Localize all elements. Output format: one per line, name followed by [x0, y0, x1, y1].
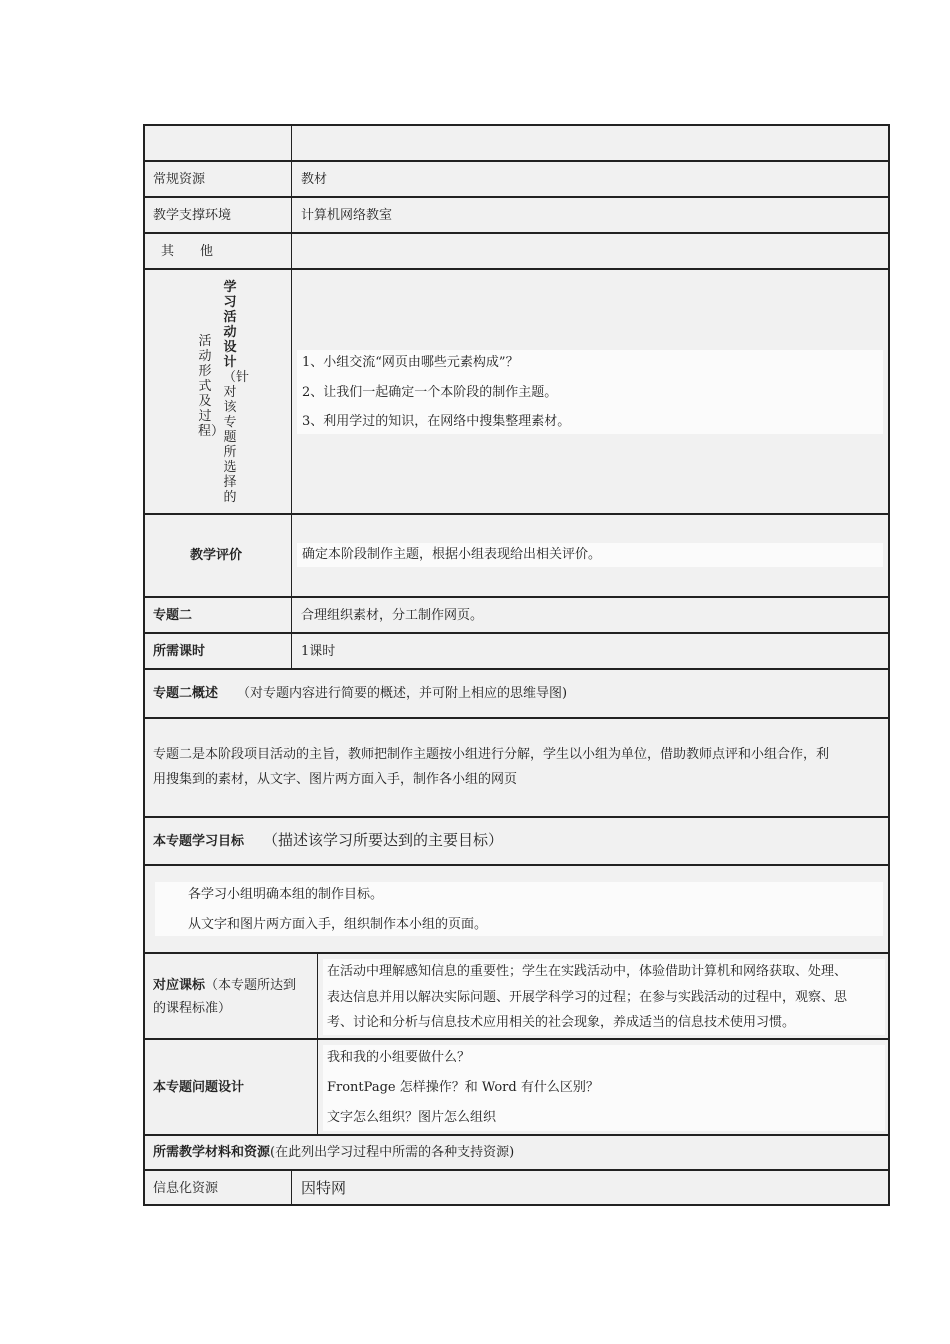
- goal-item-2: 从文字和图片两方面入手，组织制作本小组的页面。: [188, 917, 488, 932]
- standards-label-rest: （本专题所达到: [205, 978, 297, 993]
- required-hours-label: 所需课时: [153, 644, 206, 659]
- materials-note: (在此列出学习过程中所需的各种支持资源): [270, 1145, 515, 1160]
- activity-items-box: [297, 350, 883, 434]
- standards-label-bold: 对应课标: [153, 978, 206, 993]
- standards-line-1: 在活动中理解感知信息的重要性；学生在实践活动中，体验借助计算机和网络获取、处理、: [327, 964, 848, 979]
- question-item-3: 文字怎么组织？图片怎么组织: [327, 1110, 497, 1125]
- regular-resources-label: 常规资源: [153, 172, 206, 187]
- activity-item-3: 3、利用学过的知识，在网络中搜集整理素材。: [302, 414, 571, 429]
- activity-label-rest: （针对该专题所选择的: [223, 370, 250, 505]
- goals-note: （描述该学习所要达到的主要目标）: [263, 831, 504, 849]
- teaching-environment-label: 教学支撑环境: [153, 208, 232, 223]
- row-regular-resources: [143, 160, 890, 196]
- materials-label: 所需教学材料和资源: [153, 1145, 271, 1160]
- standards-text-box: [323, 959, 885, 1035]
- row-empty: [143, 124, 890, 160]
- row-goals-header: [143, 816, 890, 864]
- standards-label-line-1: [153, 978, 296, 994]
- row-standards: [143, 952, 890, 1038]
- goal-item-1: 各学习小组明确本组的制作目标。: [188, 887, 384, 902]
- overview-text-line-2: 用搜集到的素材，从文字、图片两方面入手，制作各小组的网页: [153, 772, 518, 787]
- info-resources-label: 信息化资源: [153, 1181, 219, 1196]
- row-activity-design: [143, 268, 890, 513]
- overview-text-line-1: 专题二是本阶段项目活动的主旨，教师把制作主题按小组进行分解，学生以小组为单位，借助教师点评和小组合作，利: [153, 747, 830, 762]
- topic-two-label: 专题二: [153, 608, 193, 623]
- other-label: 其 他: [161, 244, 214, 259]
- goals-label: 本专题学习目标: [153, 834, 245, 849]
- regular-resources-value: 教材: [301, 172, 328, 187]
- overview-label: 专题二概述: [153, 686, 219, 701]
- activity-label-bold: 学习活动设计: [223, 280, 237, 370]
- goals-items-box: [155, 882, 883, 936]
- info-resources-value: 因特网: [301, 1179, 347, 1197]
- evaluation-label: 教学评价: [190, 548, 243, 563]
- row-overview-header: [143, 668, 890, 717]
- standards-label-line-2: 的课程标准）: [153, 1001, 232, 1016]
- row-evaluation: [143, 513, 890, 596]
- row-overview-text: [143, 717, 890, 816]
- standards-line-3: 考、讨论和分析与信息技术应用相关的社会现象，养成适当的信息技术使用习惯。: [327, 1015, 796, 1030]
- row-required-hours: [143, 632, 890, 668]
- evaluation-value-box: [297, 543, 883, 567]
- row-info-resources: [143, 1169, 890, 1205]
- questions-box: [323, 1045, 885, 1131]
- activity-label-column-second: 活动形式及过程）: [198, 334, 225, 439]
- required-hours-value: 1课时: [301, 644, 336, 659]
- table-bottom-border: [143, 1204, 890, 1206]
- row-other: [143, 232, 890, 268]
- materials-header: [153, 1145, 514, 1161]
- teaching-environment-value: 计算机网络教室: [301, 208, 393, 223]
- topic-two-value: 合理组织素材，分工制作网页。: [301, 608, 484, 623]
- question-item-1: 我和我的小组要做什么？: [327, 1050, 471, 1065]
- row-topic-two: [143, 596, 890, 632]
- standards-line-2: 表达信息并用以解决实际问题、开展学科学习的过程；在参与实践活动的过程中，观察、思: [327, 990, 848, 1005]
- row-goals-items: [143, 864, 890, 952]
- row-teaching-environment: [143, 196, 890, 232]
- overview-note: （对专题内容进行简要的概述，并可附上相应的思维导图): [237, 686, 568, 701]
- evaluation-value: 确定本阶段制作主题，根据小组表现给出相关评价。: [302, 547, 602, 562]
- question-design-label: 本专题问题设计: [153, 1080, 245, 1095]
- activity-label-column-main: [223, 280, 250, 505]
- question-item-2: FrontPage 怎样操作？和 Word 有什么区别？: [327, 1080, 599, 1095]
- row-question-design: [143, 1038, 890, 1134]
- activity-item-2: 2、让我们一起确定一个本阶段的制作主题。: [302, 385, 558, 400]
- activity-item-1: 1、小组交流“网页由哪些元素构成”？: [302, 355, 519, 370]
- row-materials-header: [143, 1134, 890, 1169]
